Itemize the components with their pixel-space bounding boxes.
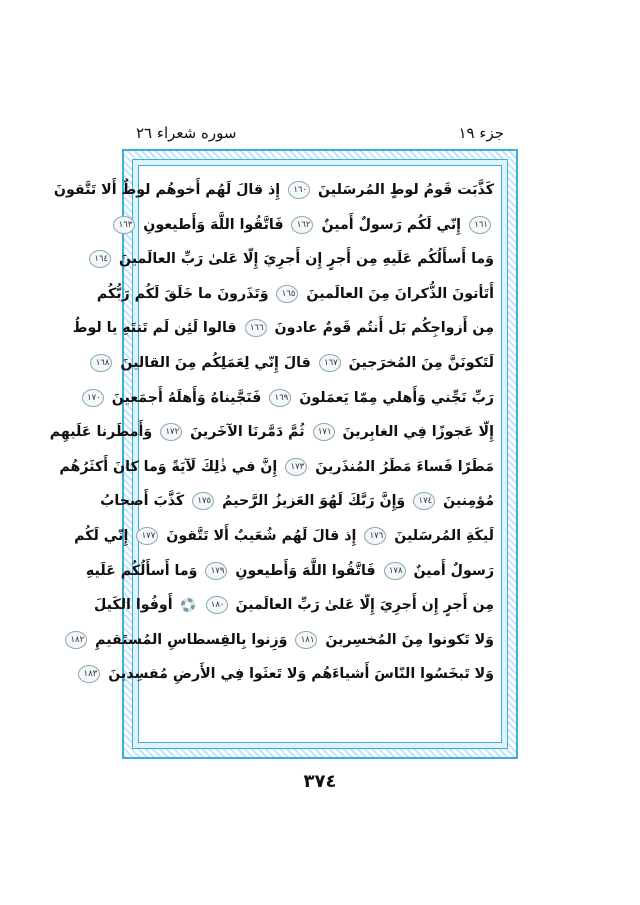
verse-number-medallion-icon: ١٦٢ <box>291 216 313 234</box>
verse-text: فَاتَّقُوا اللَّهَ وَأَطيعونِ <box>235 562 376 579</box>
verse-line <box>96 277 494 312</box>
verse-text: فَنَجَّيناهُ وَأَهلَهُ أَجمَعينَ <box>111 389 262 406</box>
verse-number-medallion-icon: ١٨٣ <box>78 665 100 683</box>
verse-text: كَذَّبَ أَصحابُ <box>100 493 185 510</box>
verse-text: وَإِنَّ رَبَّكَ لَهُوَ العَزيزُ الرَّحيمُ <box>222 493 406 510</box>
verse-number-medallion-icon: ١٨٠ <box>206 596 228 614</box>
surah-label: سوره شعراء ٢٦ <box>136 124 237 142</box>
verse-text: مِن أَزواجِكُم بَل أَنتُم قَومٌ عادونَ <box>274 320 494 337</box>
verse-text: لَتَكونَنَّ مِنَ المُخرَجينَ <box>348 354 494 371</box>
verse-text: مَطَرًا فَساءَ مَطَرُ المُنذَرينَ <box>315 458 494 475</box>
verse-number-medallion-icon: ١٧٥ <box>192 492 214 510</box>
verse-number-medallion-icon: ١٧٠ <box>82 389 104 407</box>
verse-text: إِذ قالَ لَهُم شُعَيبٌ أَلا تَتَّقونَ <box>166 527 357 544</box>
verse-line <box>59 450 494 485</box>
verse-text: فَاتَّقُوا اللَّهَ وَأَطيعونِ <box>143 216 284 233</box>
verse-number-medallion-icon: ١٧٦ <box>364 527 386 545</box>
verse-text: وَما أَسأَلُكُم عَلَيهِ مِن أَجرٍ إِن أَجرِيَ إِلّا عَلىٰ رَبِّ العالَمينَ <box>118 251 494 268</box>
verse-text: قالَ إِنّي لِعَمَلِكُم مِنَ القالينَ <box>120 354 311 371</box>
verse-text: لَيكَةِ المُرسَلينَ <box>394 527 494 544</box>
verse-number-medallion-icon: ١٦٥ <box>276 285 298 303</box>
verse-line <box>83 657 494 692</box>
verse-text: رَبِّ نَجِّني وَأَهلي مِمّا يَعمَلونَ <box>299 389 494 406</box>
verse-line <box>70 623 494 658</box>
verse-line <box>85 554 494 589</box>
verse-line <box>100 484 494 519</box>
verse-text: مُؤمِنينَ <box>443 493 494 510</box>
verse-text: إِلّا عَجوزًا فِي الغابِرينَ <box>342 424 494 441</box>
verse-number-medallion-icon: ١٧٨ <box>384 562 406 580</box>
verse-text: رَسولٌ أَمينٌ <box>413 562 494 579</box>
verse-number-medallion-icon: ١٦٧ <box>319 354 341 372</box>
page-header <box>136 122 504 144</box>
verse-number-medallion-icon: ١٦٠ <box>288 181 310 199</box>
verse-line <box>87 381 494 416</box>
verse-number-medallion-icon: ١٨٢ <box>65 631 87 649</box>
verse-number-medallion-icon: ١٦٩ <box>269 389 291 407</box>
verse-number-medallion-icon: ١٦٣ <box>113 216 135 234</box>
verse-text: مِن أَجرٍ إِن أَجرِيَ إِلّا عَلىٰ رَبِّ العالَمينَ <box>235 597 494 614</box>
verse-number-medallion-icon: ١٧٧ <box>136 527 158 545</box>
verse-line <box>74 519 494 554</box>
verse-text: وَأَمطَرنا عَلَيهِم <box>49 424 153 441</box>
rub-el-hizb-icon <box>181 598 195 612</box>
verse-number-medallion-icon: ١٨١ <box>295 631 317 649</box>
verse-text: أَوفُوا الكَيلَ <box>94 597 173 614</box>
verse-text: كَذَّبَت قَومُ لوطٍ المُرسَلينَ <box>318 182 494 198</box>
verse-text: وَلا تَكونوا مِنَ المُخسِرينَ <box>325 631 494 648</box>
verse-text-block <box>49 173 494 743</box>
verse-text: وَلا تَبخَسُوا النّاسَ أَشياءَهُم وَلا تَعثَوا فِي الأَرضِ مُفسِدينَ <box>108 666 494 683</box>
verse-line <box>118 208 494 243</box>
verse-line <box>94 242 494 277</box>
verse-number-medallion-icon: ١٧١ <box>313 423 335 441</box>
verse-line <box>53 173 494 208</box>
verse-number-medallion-icon: ١٧٤ <box>413 492 435 510</box>
page-number: ٣٧٤ <box>303 771 337 792</box>
verse-number-medallion-icon: ١٦٨ <box>90 354 112 372</box>
verse-number-medallion-icon: ١٦١ <box>469 216 491 234</box>
verse-text: قالوا لَئِن لَم تَنتَهِ يا لوطُ <box>72 320 237 337</box>
verse-text: وَما أَسأَلُكُم عَلَيهِ <box>85 562 198 579</box>
verse-line <box>72 311 494 346</box>
verse-text: أَتَأتونَ الذُّكرانَ مِنَ العالَمينَ <box>306 285 494 302</box>
verse-text: إِذ قالَ لَهُم أَخوهُم لوطٌ أَلا تَتَّقونَ <box>53 182 281 198</box>
verse-number-medallion-icon: ١٦٤ <box>89 250 111 268</box>
verse-text: إِنَّ في ذٰلِكَ لَآيَةً وَما كانَ أَكثَرُهُم <box>59 458 278 475</box>
verse-number-medallion-icon: ١٧٢ <box>160 423 182 441</box>
verse-number-medallion-icon: ١٧٩ <box>205 562 227 580</box>
ornamental-border-frame <box>49 149 518 759</box>
juz-label: جزء ١٩ <box>458 124 504 142</box>
verse-line <box>49 415 494 450</box>
verse-text: وَتَذَرونَ ما خَلَقَ لَكُم رَبُّكُم <box>96 285 269 302</box>
verse-text: وَزِنوا بِالقِسطاسِ المُستَقيمِ <box>95 631 288 648</box>
verse-line <box>95 346 494 381</box>
verse-text: ثُمَّ دَمَّرنَا الآخَرينَ <box>190 424 305 441</box>
verse-line <box>94 588 494 623</box>
verse-text: إِنّي لَكُم رَسولٌ أَمينٌ <box>321 216 462 233</box>
verse-number-medallion-icon: ١٦٦ <box>245 319 267 337</box>
verse-number-medallion-icon: ١٧٣ <box>285 458 307 476</box>
verse-text: إِنّي لَكُم <box>74 527 129 544</box>
